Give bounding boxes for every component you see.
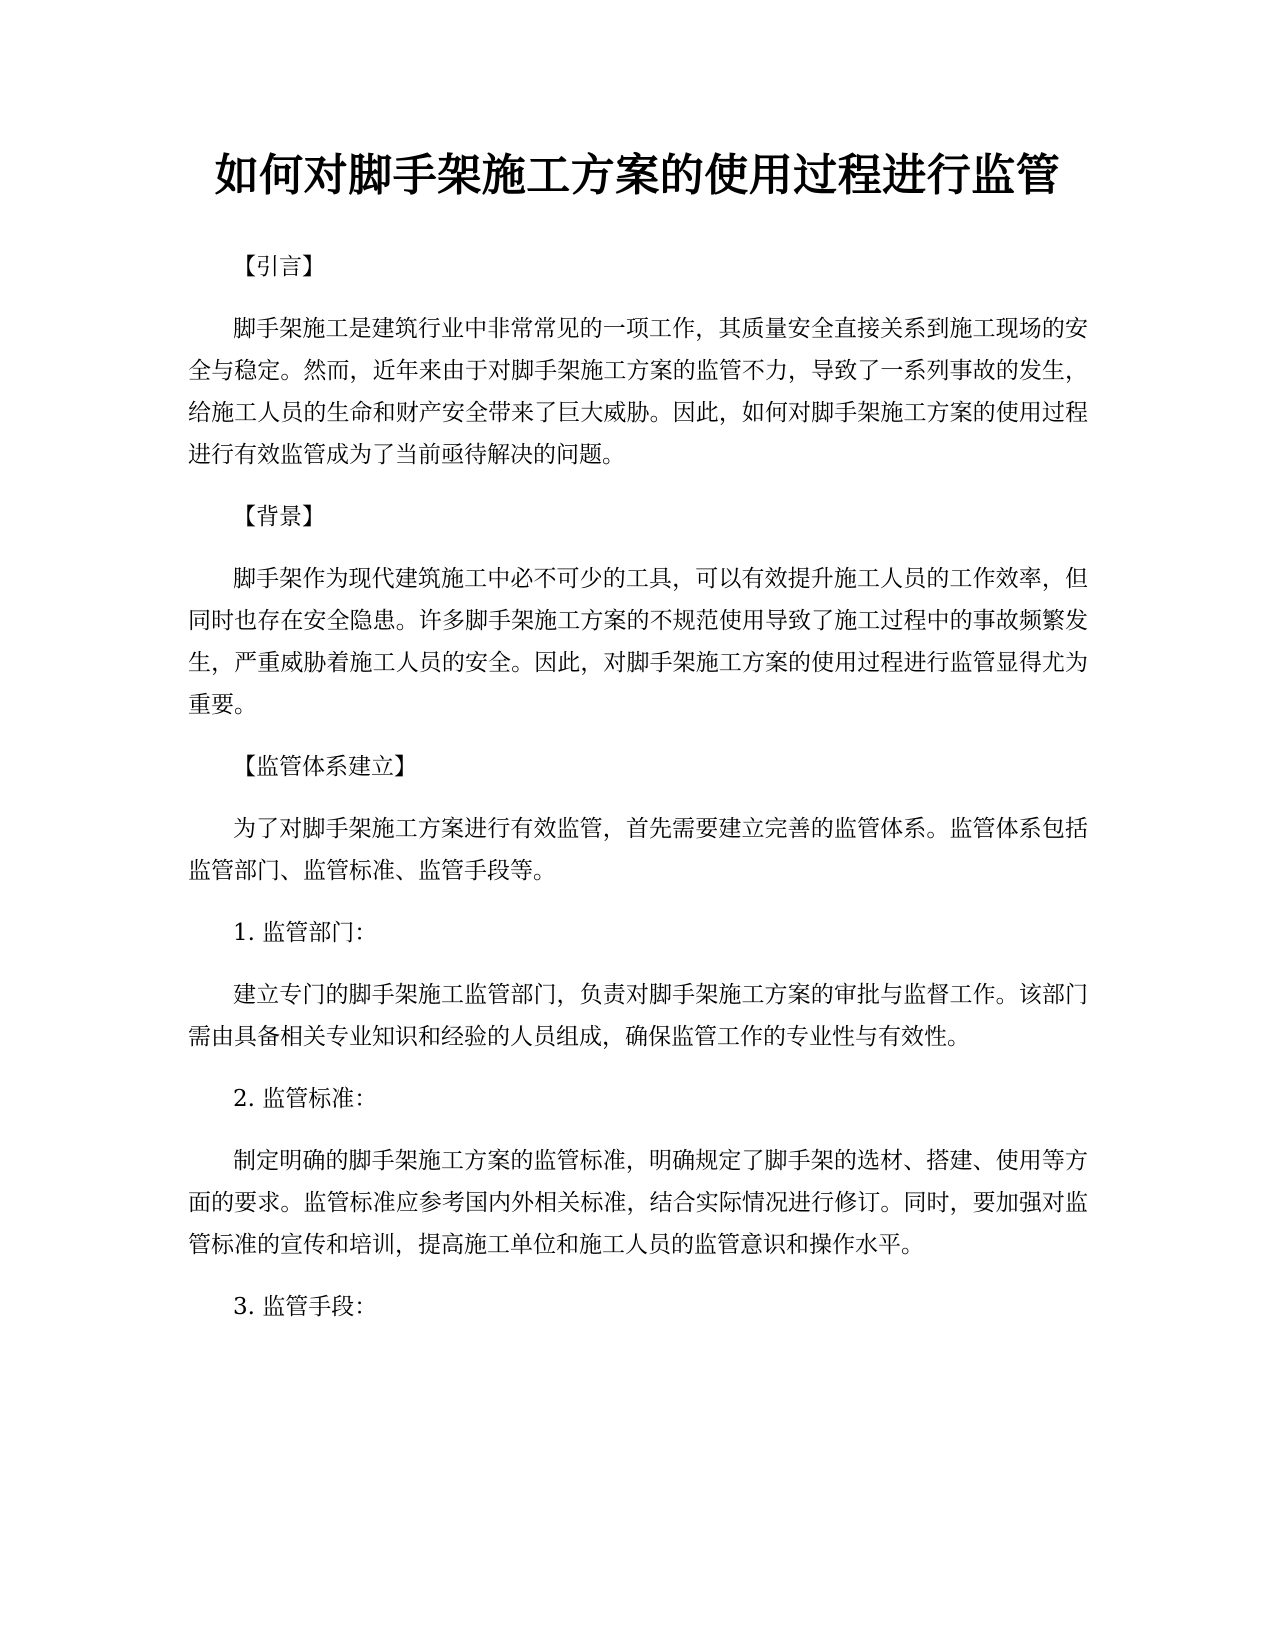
paragraph-background: 脚手架作为现代建筑施工中必不可少的工具，可以有效提升施工人员的工作效率，但同时也存在安全隐患。许多脚手架施工方案的不规范使用导致了施工过程中的事故频繁发生，严重威胁着施工人员的安全。因此，对脚手架施工方案的使用过程进行监管显得尤为重要。 [188, 566, 1088, 718]
paragraph-introduction: 脚手架施工是建筑行业中非常常见的一项工作，其质量安全直接关系到施工现场的安全与稳定。然而，近年来由于对脚手架施工方案的监管不力，导致了一系列事故的发生，给施工人员的生命和财产安全带来了巨大威胁。因此，如何对脚手架施工方案的使用过程进行有效监管成为了当前亟待解决的问题。 [188, 316, 1088, 468]
paragraph-department: 建立专门的脚手架施工监管部门，负责对脚手架施工方案的审批与监督工作。该部门需由具备相关专业知识和经验的人员组成，确保监管工作的专业性与有效性。 [188, 982, 1088, 1050]
document-title: 如何对脚手架施工方案的使用过程进行监管 [214, 150, 1061, 201]
section-heading-system: 【监管体系建立】 [233, 754, 417, 780]
list-heading-standards: 2. 监管标准： [233, 1086, 378, 1112]
list-heading-department: 1. 监管部门： [233, 920, 378, 946]
section-heading-background: 【背景】 [233, 504, 325, 530]
list-heading-methods: 3. 监管手段： [233, 1294, 378, 1320]
paragraph-standards: 制定明确的脚手架施工方案的监管标准，明确规定了脚手架的选材、搭建、使用等方面的要求。监管标准应参考国内外相关标准，结合实际情况进行修订。同时，要加强对监管标准的宣传和培训，提高施工单位和施工人员的监管意识和操作水平。 [188, 1148, 1088, 1258]
document-body [188, 246, 1088, 1328]
paragraph-system: 为了对脚手架施工方案进行有效监管，首先需要建立完善的监管体系。监管体系包括监管部门、监管标准、监管手段等。 [188, 816, 1088, 884]
section-heading-introduction: 【引言】 [233, 254, 325, 280]
